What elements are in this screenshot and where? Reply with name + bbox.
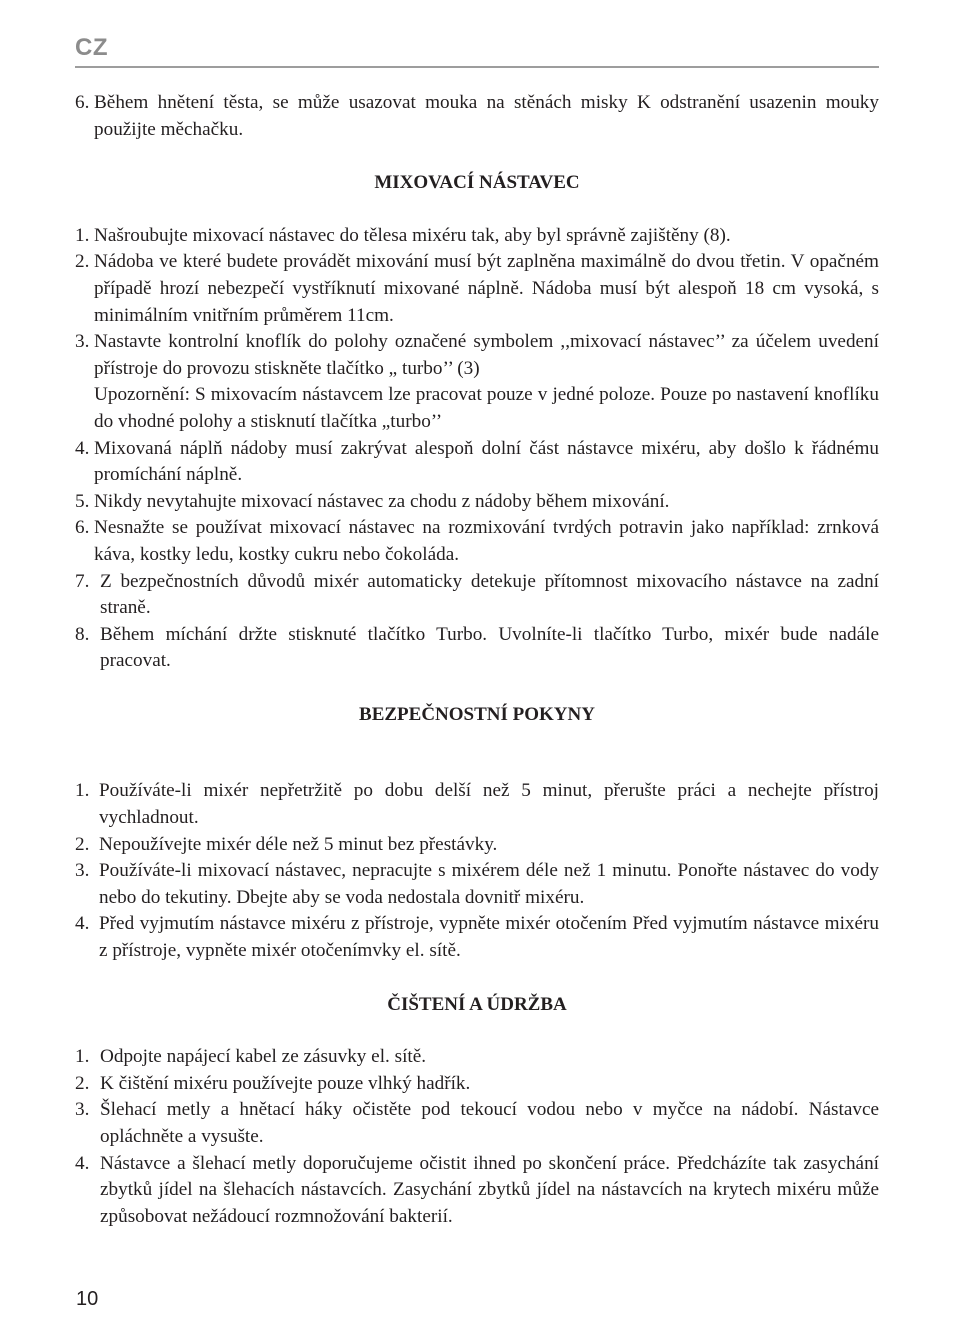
section-heading-cleaning: ČIŠTENÍ A ÚDRŽBA [387,993,567,1015]
item-text: Mixovaná náplň nádoby musí zakrývat alespoň dolní část nástavce mixéru, aby došlo k řádnému promíchání náplně. [94,437,879,486]
list-item [75,223,879,250]
list-item [75,622,879,675]
list-item [75,1044,879,1071]
item-text: Nádoba ve které budete provádět mixování musí být zaplněna maximálně do dvou třetin. V opačném případě hrozí nebezpečí vystříknutí mixované náplně. Nádoba musí být alespoň 18 cm vysoká, s minimálním vnitřním průměrem 11cm. [94,251,879,326]
item-number: 4. [75,913,90,935]
cleaning-list [75,1044,879,1230]
item-text: Z bezpečnostních důvodů mixér automaticky detekuje přítomnost mixovacího nástavce na zadní straně. [100,570,879,619]
item-number: 5. [75,490,90,512]
item-number: 6. [75,92,90,113]
item-number: 1. [75,1046,90,1068]
section-heading-mixer-attachment: MIXOVACÍ NÁSTAVEC [374,172,580,194]
safety-list [75,778,879,964]
list-item [75,329,879,382]
item-text: Nepoužívejte mixér déle než 5 minut bez přestávky. [99,833,498,855]
page-content [75,90,879,1230]
item-number: 1. [75,224,90,246]
list-item-note [75,382,879,435]
item-number: 4. [75,1152,90,1174]
item-text: Nástavce a šlehací metly doporučujeme očistit ihned po skončení práce. Předcházíte tak zasychání zbytků jídel na šlehacích nástavcích. Zasychání zbytků jídel na nástavcích na krytech mixéru může způsobovat nežádoucí rozmnožování bakterií. [100,1152,879,1227]
item-number: 3. [75,860,90,882]
list-item [75,489,879,516]
item-text: K čištění mixéru používejte pouze vlhký hadřík. [100,1072,471,1094]
language-label: CZ [75,34,108,61]
item-number: 1. [75,780,90,802]
list-item [75,858,879,911]
list-item [75,832,879,859]
list-item [75,436,879,489]
intro-list [75,90,879,143]
item-number: 3. [75,331,90,353]
item-text: Našroubujte mixovací nástavec do tělesa mixéru tak, aby byl správně zajištěny (8). [94,224,731,246]
list-item [75,515,879,568]
item-text: Šlehací metly a hnětací háky očistěte pod tekoucí vodou nebo v myčce na nádobí. Nástavce opláchněte a vysušte. [100,1099,879,1147]
item-number: 2. [75,251,90,273]
item-text: Během hnětení těsta, se může usazovat mouka na stěnách misky K odstranění usazenin mouky použijte měchačku. [94,92,879,140]
mixer-attachment-list [75,223,879,675]
page-header [75,32,879,68]
item-text: Nikdy nevytahujte mixovací nástavec za chodu z nádoby během mixování. [94,490,670,512]
item-number: 8. [75,623,90,645]
list-item [75,90,879,143]
list-item [75,569,879,622]
list-item [75,778,879,831]
item-number: 7. [75,570,90,592]
page-number: 10 [76,1288,99,1310]
item-text: Během míchání držte stisknuté tlačítko Turbo. Uvolníte-li tlačítko Turbo, mixér bude nadále pracovat. [100,623,879,672]
section-heading-safety: BEZPEČNOSTNÍ POKYNY [359,703,595,725]
list-item [75,1071,879,1098]
item-text: Nesnažte se používat mixovací nástavec na rozmixování tvrdých potravin jako například: zrnková káva, kostky ledu, kostky cukru nebo čokoláda. [94,517,879,565]
item-number: 4. [75,437,90,459]
item-text: Odpojte napájecí kabel ze zásuvky el. sítě. [100,1046,427,1068]
list-item [75,1097,879,1150]
item-number: 2. [75,1072,90,1094]
list-item [75,911,879,964]
item-text: Používáte-li mixovací nástavec, nepracujte s mixérem déle než 1 minutu. Ponořte nástavec do vody nebo do tekutiny. Dbejte aby se voda nedostala dovnitř mixéru. [99,860,879,908]
item-text: Nastavte kontrolní knoflík do polohy označené symbolem ,,mixovací nástavec’’ za účelem uvedení přístroje do provozu stiskněte tlačítko „ turbo’’ (3) [94,331,879,379]
item-text: Upozornění: S mixovacím nástavcem lze pracovat pouze v jedné poloze. Pouze po nastavení knoflíku do vhodné polohy a stisknutí tlačítka „turbo’’ [94,384,879,432]
item-number: 6. [75,517,90,539]
list-item [75,1151,879,1231]
item-text: Používáte-li mixér nepřetržitě po dobu delší než 5 minut, přerušte práci a nechejte přístroj vychladnout. [99,780,879,829]
item-number: 3. [75,1099,90,1121]
item-text: Před vyjmutím nástavce mixéru z přístroje, vypněte mixér otočením Před vyjmutím nástavce mixéru z přístroje, vypněte mixér otočenímvky el. sítě. [99,913,879,962]
list-item [75,249,879,329]
item-number: 2. [75,833,90,855]
